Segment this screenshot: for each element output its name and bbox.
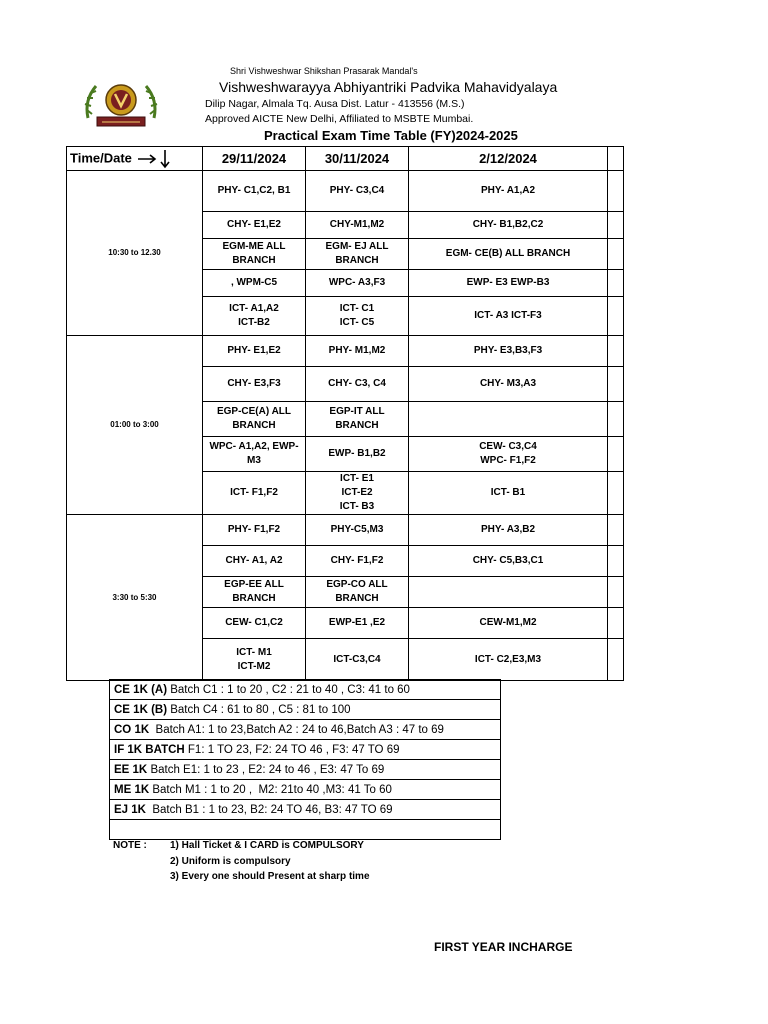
note-item: 3) Every one should Present at sharp time xyxy=(170,871,370,882)
college-name: Vishweshwarayya Abhiyantriki Padvika Mahavidyalaya xyxy=(219,79,558,95)
exam-cell: EGP-CE(A) ALL BRANCH xyxy=(203,402,306,437)
exam-cell: EGP-IT ALL BRANCH xyxy=(306,402,409,437)
empty-cell xyxy=(608,546,624,577)
exam-cell: EGM-ME ALL BRANCH xyxy=(203,239,306,270)
batch-ranges: Batch C1 : 1 to 20 , C2 : 21 to 40 , C3: 41 to 60 xyxy=(167,683,410,696)
time-date-label: Time/Date xyxy=(70,149,132,165)
batch-row xyxy=(110,760,501,780)
exam-cell: PHY- F1,F2 xyxy=(203,515,306,546)
exam-cell: PHY- A1,A2 xyxy=(409,171,608,212)
batch-ranges: F1: 1 TO 23, F2: 24 TO 46 , F3: 47 TO 69 xyxy=(184,743,400,756)
exam-cell: WPC- A1,A2, EWP-M3 xyxy=(203,437,306,472)
exam-cell: EWP- B1,B2 xyxy=(306,437,409,472)
batch-cell xyxy=(110,820,501,840)
exam-cell: WPC- A3,F3 xyxy=(306,270,409,297)
batch-code: CE 1K (A) xyxy=(114,683,168,696)
exam-cell: EGP-EE ALL BRANCH xyxy=(203,577,306,608)
exam-cell: EGM- CE(B) ALL BRANCH xyxy=(409,239,608,270)
time-slot: 01:00 to 3:00 xyxy=(67,336,203,515)
exam-cell: ICT- E1 ICT-E2 ICT- B3 xyxy=(306,472,409,515)
empty-cell xyxy=(608,472,624,515)
empty-cell xyxy=(608,239,624,270)
exam-cell: PHY- E1,E2 xyxy=(203,336,306,367)
batch-row xyxy=(110,700,501,720)
college-emblem-icon xyxy=(82,78,160,130)
exam-cell: ICT- M1 ICT-M2 xyxy=(203,639,306,681)
exam-cell: EGM- EJ ALL BRANCH xyxy=(306,239,409,270)
exam-cell: PHY-C5,M3 xyxy=(306,515,409,546)
college-address: Dilip Nagar, Almala Tq. Ausa Dist. Latur - 413556 (M.S.) xyxy=(205,98,465,110)
batch-ranges: Batch E1: 1 to 23 , E2: 24 to 46 , E3: 47 To 69 xyxy=(147,763,385,776)
batch-code: IF 1K BATCH xyxy=(114,743,185,756)
batch-ranges: Batch A1: 1 to 23,Batch A2 : 24 to 46,Batch A3 : 47 to 69 xyxy=(149,723,444,736)
empty-cell xyxy=(608,297,624,336)
exam-cell xyxy=(409,577,608,608)
empty-cell xyxy=(608,367,624,402)
batch-code: CO 1K xyxy=(114,723,150,736)
empty-cell xyxy=(608,336,624,367)
exam-cell: ICT-C3,C4 xyxy=(306,639,409,681)
time-date-header xyxy=(67,147,203,171)
exam-cell: PHY- C1,C2, B1 xyxy=(203,171,306,212)
exam-cell: CHY- C5,B3,C1 xyxy=(409,546,608,577)
table-row xyxy=(67,336,624,367)
batch-cell xyxy=(110,780,501,800)
exam-cell: CEW- C1,C2 xyxy=(203,608,306,639)
exam-cell: EGP-CO ALL BRANCH xyxy=(306,577,409,608)
batch-ranges: Batch C4 : 61 to 80 , C5 : 81 to 100 xyxy=(167,703,351,716)
exam-cell: CHY- C3, C4 xyxy=(306,367,409,402)
batch-row xyxy=(110,740,501,760)
batch-row xyxy=(110,720,501,740)
exam-cell: ICT- C1 ICT- C5 xyxy=(306,297,409,336)
exam-cell: CHY- A1, A2 xyxy=(203,546,306,577)
batch-cell xyxy=(110,740,501,760)
exam-cell: ICT- F1,F2 xyxy=(203,472,306,515)
batch-row xyxy=(110,800,501,820)
empty-cell xyxy=(608,577,624,608)
batch-row xyxy=(110,820,501,840)
batch-cell xyxy=(110,760,501,780)
batch-code: EJ 1K xyxy=(114,803,146,816)
batch-ranges: Batch B1 : 1 to 23, B2: 24 TO 46, B3: 47 TO 69 xyxy=(145,803,393,816)
exam-cell: ICT- A1,A2 ICT-B2 xyxy=(203,297,306,336)
signature-label: FIRST YEAR INCHARGE xyxy=(434,940,573,954)
exam-cell: ICT- B1 xyxy=(409,472,608,515)
empty-cell xyxy=(608,171,624,212)
empty-cell xyxy=(608,639,624,681)
date-header: 2/12/2024 xyxy=(409,147,608,171)
date-header: 29/11/2024 xyxy=(203,147,306,171)
mandal-name: Shri Vishweshwar Shikshan Prasarak Mandal's xyxy=(230,66,418,76)
batch-code: CE 1K (B) xyxy=(114,703,168,716)
note-item: 1) Hall Ticket & I CARD is COMPULSORY xyxy=(170,840,364,851)
page-title: Practical Exam Time Table (FY)2024-2025 xyxy=(264,128,518,143)
empty-cell xyxy=(608,402,624,437)
batch-row xyxy=(110,780,501,800)
exam-cell: CEW- C3,C4 WPC- F1,F2 xyxy=(409,437,608,472)
date-header xyxy=(608,147,624,171)
empty-cell xyxy=(608,608,624,639)
batch-code: EE 1K xyxy=(114,763,148,776)
batch-ranges: Batch M1 : 1 to 20 , M2: 21to 40 ,M3: 41 To 60 xyxy=(149,783,392,796)
batch-code: ME 1K xyxy=(114,783,150,796)
batch-cell xyxy=(110,720,501,740)
exam-cell: CHY- E1,E2 xyxy=(203,212,306,239)
note-label: NOTE : xyxy=(113,840,147,851)
exam-cell xyxy=(409,402,608,437)
exam-cell: PHY- E3,B3,F3 xyxy=(409,336,608,367)
exam-cell: CHY- E3,F3 xyxy=(203,367,306,402)
exam-cell: , WPM-C5 xyxy=(203,270,306,297)
exam-cell: CHY-M1,M2 xyxy=(306,212,409,239)
time-slot: 3:30 to 5:30 xyxy=(67,515,203,681)
empty-cell xyxy=(608,515,624,546)
exam-cell: CEW-M1,M2 xyxy=(409,608,608,639)
empty-cell xyxy=(608,212,624,239)
empty-cell xyxy=(608,270,624,297)
exam-cell: EWP- E3 EWP-B3 xyxy=(409,270,608,297)
arrow-right-down-icon xyxy=(136,149,174,169)
batch-cell xyxy=(110,800,501,820)
exam-cell: PHY- C3,C4 xyxy=(306,171,409,212)
batch-row xyxy=(110,680,501,700)
note-item: 2) Uniform is compulsory xyxy=(170,856,291,867)
exam-cell: ICT- A3 ICT-F3 xyxy=(409,297,608,336)
exam-cell: PHY- A3,B2 xyxy=(409,515,608,546)
exam-cell: EWP-E1 ,E2 xyxy=(306,608,409,639)
timetable xyxy=(66,146,624,681)
exam-cell: CHY- B1,B2,C2 xyxy=(409,212,608,239)
time-slot: 10:30 to 12.30 xyxy=(67,171,203,336)
exam-cell: CHY- M3,A3 xyxy=(409,367,608,402)
exam-cell: PHY- M1,M2 xyxy=(306,336,409,367)
batch-cell xyxy=(110,680,501,700)
batch-cell xyxy=(110,700,501,720)
batch-table xyxy=(109,679,501,840)
table-row xyxy=(67,171,624,212)
date-header: 30/11/2024 xyxy=(306,147,409,171)
exam-cell: ICT- C2,E3,M3 xyxy=(409,639,608,681)
table-row xyxy=(67,515,624,546)
exam-cell: CHY- F1,F2 xyxy=(306,546,409,577)
approval-line: Approved AICTE New Delhi, Affiliated to MSBTE Mumbai. xyxy=(205,113,474,125)
empty-cell xyxy=(608,437,624,472)
